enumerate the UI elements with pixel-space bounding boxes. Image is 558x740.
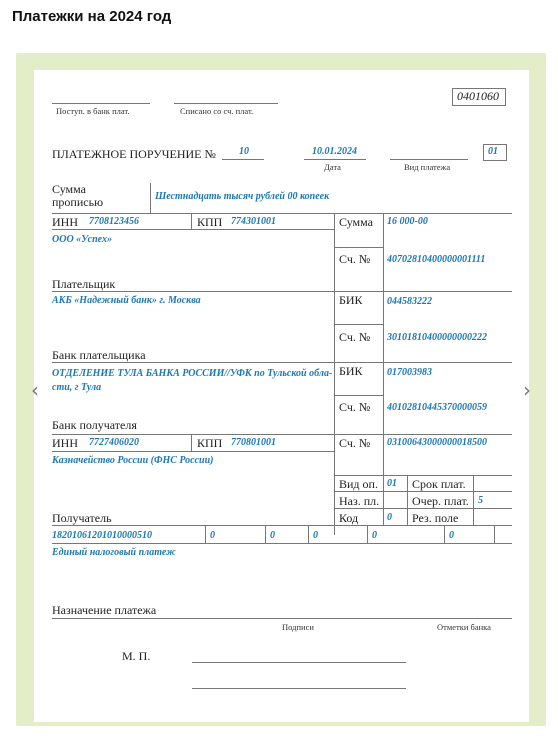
payee-bank-bik-label: БИК	[339, 364, 363, 378]
payer-kpp-label: КПП	[197, 215, 223, 229]
stamp-label: М. П.	[122, 649, 151, 663]
payee-label: Получатель	[52, 511, 112, 525]
payer-kpp: 774301001	[231, 216, 276, 227]
code-label: Код	[339, 511, 359, 525]
budget-field-basis: 0	[270, 530, 275, 541]
sum-label: Сумма	[339, 215, 373, 229]
payer-inn-label: ИНН	[52, 215, 78, 229]
budget-field-kbk: 18201061201010000510	[52, 530, 152, 541]
payer-bank-label: Банк плательщика	[52, 348, 146, 362]
op-type: 01	[387, 478, 397, 489]
payer-bank-account: 30101810400000000222	[387, 332, 487, 343]
payment-type-label: Вид платежа	[404, 162, 451, 172]
payer-account-label: Сч. №	[339, 252, 371, 266]
payer-bank-bik: 044583222	[387, 296, 432, 307]
payer-name: ООО «Успех»	[52, 234, 112, 245]
page-title: Платежки на 2024 год	[12, 8, 172, 25]
payee-name: Казначейство России (ФНС России)	[52, 455, 214, 466]
payee-account-label: Сч. №	[339, 436, 371, 450]
order-number: 10	[239, 146, 249, 157]
order-label: Очер. плат.	[412, 494, 469, 508]
form-code: 0401060	[457, 89, 499, 103]
payee-kpp: 770801001	[231, 437, 276, 448]
amount-words: Шестнадцать тысяч рублей 00 копеек	[155, 191, 330, 202]
payee-inn-label: ИНН	[52, 436, 78, 450]
payee-bank-account: 40102810445370000059	[387, 402, 487, 413]
signature-line-2	[192, 688, 406, 689]
debited-label: Списано со сч. плат.	[180, 106, 254, 116]
payee-bank-bik: 017003983	[387, 367, 432, 378]
purpose-text: Единый налоговый платеж	[52, 547, 176, 558]
signatures-label: Подписи	[282, 622, 314, 632]
order-date: 10.01.2024	[312, 146, 357, 157]
sum-value: 16 000-00	[387, 216, 428, 227]
payer-bank-account-label: Сч. №	[339, 330, 371, 344]
amount-words-label: Сумма прописью	[52, 182, 104, 209]
payee-account: 03100643000000018500	[387, 437, 487, 448]
code-value: 0	[387, 512, 392, 523]
bank-marks-label: Отметки банка	[437, 622, 491, 632]
payee-bank-account-label: Сч. №	[339, 400, 371, 414]
budget-field-doc-date: 0	[449, 530, 454, 541]
budget-field-period: 0	[313, 530, 318, 541]
purpose-code-label: Наз. пл.	[339, 494, 380, 508]
payee-bank-name: ОТДЕЛЕНИЕ ТУЛА БАНКА РОССИИ//УФК по Тульской обла- сти, г Тула	[52, 368, 333, 393]
status-value: 01	[488, 146, 498, 157]
form-title: ПЛАТЕЖНОЕ ПОРУЧЕНИЕ №	[52, 147, 216, 161]
order-value: 5	[478, 495, 483, 506]
op-type-label: Вид оп.	[339, 477, 378, 491]
budget-field-doc-number: 0	[372, 530, 377, 541]
payer-account: 40702810400000001111	[387, 254, 486, 265]
payee-kpp-label: КПП	[197, 436, 223, 450]
payer-inn: 7708123456	[89, 216, 139, 227]
payee-inn: 7727406020	[89, 437, 139, 448]
date-label: Дата	[324, 162, 341, 172]
received-label: Поступ. в банк плат.	[56, 106, 130, 116]
signature-line-1	[192, 662, 406, 663]
payer-label: Плательщик	[52, 277, 116, 291]
chevron-right-icon[interactable]: ›	[523, 378, 531, 402]
chevron-left-icon[interactable]: ‹	[31, 378, 39, 402]
payer-bank-bik-label: БИК	[339, 293, 363, 307]
budget-field-oktmo: 0	[210, 530, 215, 541]
reserve-label: Рез. поле	[412, 511, 459, 525]
term-label: Срок плат.	[412, 477, 466, 491]
purpose-label: Назначение платежа	[52, 603, 157, 617]
payee-bank-label: Банк получателя	[52, 418, 137, 432]
payer-bank-name: АКБ «Надежный банк» г. Москва	[52, 295, 201, 306]
payment-order-document	[34, 70, 529, 722]
